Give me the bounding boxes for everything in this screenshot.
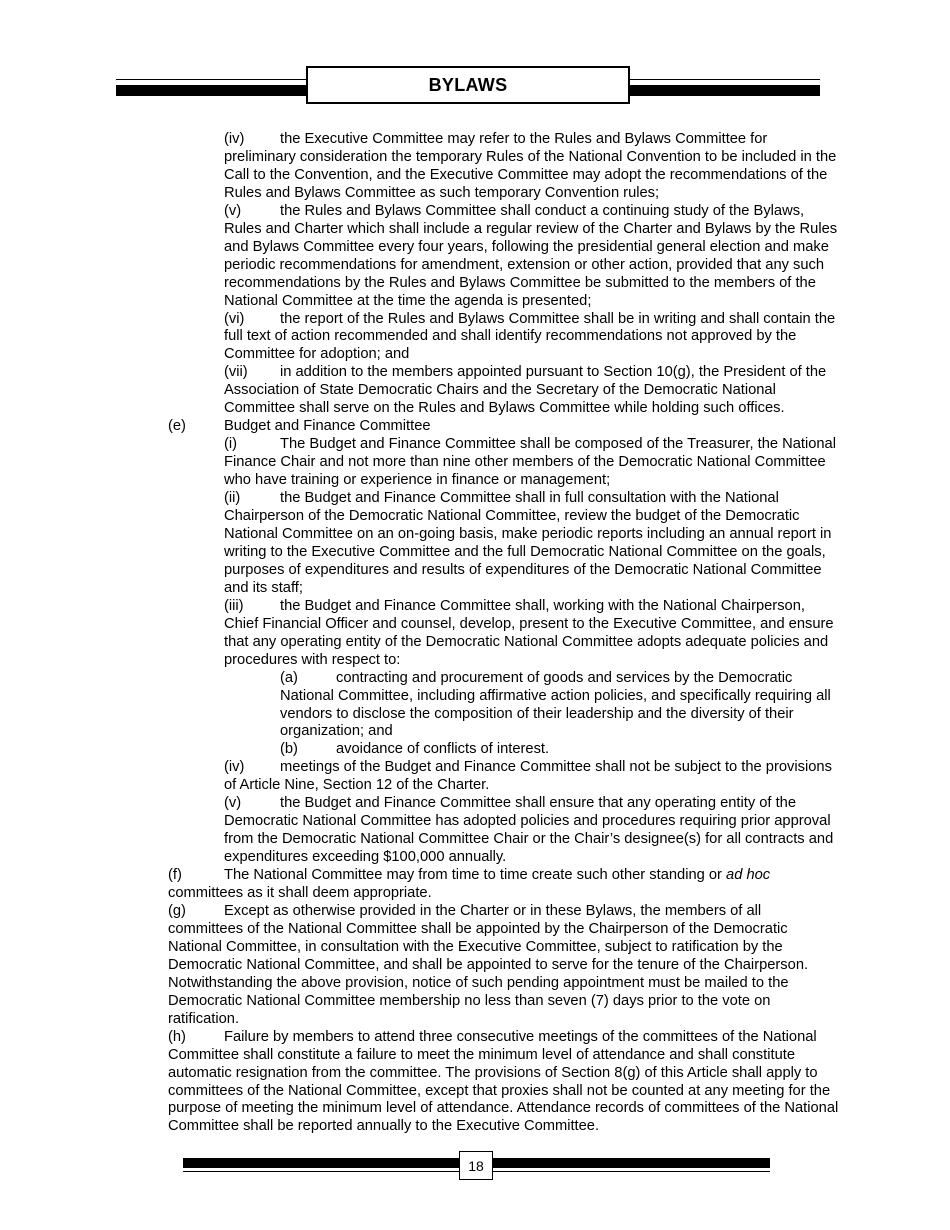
item-text: The National Committee may from time to time create such other standing or xyxy=(224,867,727,884)
item-text: avoidance of conflicts of interest. xyxy=(336,741,550,758)
item-label: (h) xyxy=(168,1028,186,1045)
item-text-italic: ad hoc xyxy=(726,867,771,884)
item-label: (e) xyxy=(168,418,186,435)
section-heading-e xyxy=(112,418,840,436)
item-text: the Budget and Finance Committee shall in full consultation with the National Chairperson of the Democratic National Committee, review the budget of the Democratic National Committee on an on-going basis, make periodic reports including an annual report in writing to the Executive Committee and the full Democratic National Committee on the goals, purposes of expenditures and results of expenditures of the Democratic National Committee and its staff; xyxy=(224,490,832,596)
header-rule-thick-left xyxy=(116,85,308,96)
paragraph-e-iii xyxy=(112,598,840,670)
footer-rule-thick-right xyxy=(492,1158,770,1168)
paragraph-d-iv xyxy=(112,131,840,203)
paragraph-e-v xyxy=(112,795,840,867)
item-label: (v) xyxy=(224,202,242,219)
item-label: (iv) xyxy=(224,131,245,147)
item-text: the Budget and Finance Committee shall ensure that any operating entity of the Democratic National Committee has adopted policies and procedures requiring prior approval from the Democratic National Committee Chair or the Chair’s designee(s) for all contracts and expenditures exceeding $100,000 annually. xyxy=(224,795,834,866)
header-rule-thin-right xyxy=(629,79,820,80)
item-text: the Budget and Finance Committee shall, working with the National Chairperson, Chief Financial Officer and counsel, develop, present to the Executive Committee, and ensure that any operating entity of the Democratic National Committee adopts adequate policies and procedures with respect to: xyxy=(224,597,834,668)
item-label: (vii) xyxy=(224,364,248,381)
item-text: committees as it shall deem appropriate. xyxy=(168,885,432,902)
item-label: (ii) xyxy=(224,490,241,507)
header-rule-thin-left xyxy=(116,79,308,80)
item-text: the report of the Rules and Bylaws Committee shall be in writing and shall contain the full text of action recommended and shall identify recommendations not approved by the Committee for adoption; and xyxy=(224,310,836,363)
footer-rule-thick-left xyxy=(183,1158,460,1168)
paragraph-e-iii-b xyxy=(112,741,840,759)
item-label: (g) xyxy=(168,902,186,919)
paragraph-e-iv xyxy=(112,759,840,795)
item-label: (f) xyxy=(168,867,182,884)
header-rule-thick-right xyxy=(629,85,820,96)
item-text: in addition to the members appointed pursuant to Section 10(g), the President of the Association of State Democratic Chairs and the Secretary of the Democratic National Committee shall serve on the Rules and Bylaws Committee while holding such offices. xyxy=(224,364,827,417)
item-label: (v) xyxy=(224,795,242,812)
paragraph-d-vi xyxy=(112,311,840,365)
page-number: 18 xyxy=(459,1151,493,1180)
item-label: (iii) xyxy=(224,597,244,614)
item-text: The Budget and Finance Committee shall be composed of the Treasurer, the National Finance Chair and not more than nine other members of the Democratic National Committee who have training or experience in finance or management; xyxy=(224,436,836,489)
footer-rule-thin-left xyxy=(183,1171,460,1172)
item-text: contracting and procurement of goods and services by the Democratic National Committee, including affirmative action policies, and specifically requiring all vendors to disclose the composition of their leadership and the diversity of their organization; and xyxy=(280,669,831,740)
item-label: (b) xyxy=(280,741,298,758)
paragraph-d-vii xyxy=(112,364,840,418)
item-label: (i) xyxy=(224,436,238,453)
paragraph-e-ii xyxy=(112,490,840,598)
paragraph-f xyxy=(112,867,840,903)
footer-rule-thin-right xyxy=(492,1171,770,1172)
paragraph-h xyxy=(112,1029,840,1137)
paragraph-d-v xyxy=(112,203,840,311)
paragraph-g xyxy=(112,903,840,1029)
paragraph-e-i xyxy=(112,436,840,490)
item-text: the Executive Committee may refer to the Rules and Bylaws Committee for preliminary consideration the temporary Rules of the National Convention to be included in the Call to the Convention, and the Executive Committee may adopt the recommendations of the Rules and Bylaws Committee as such temporary Convention rules; xyxy=(224,131,837,201)
paragraph-e-iii-a xyxy=(112,670,840,742)
document-body xyxy=(112,131,840,1136)
item-text: meetings of the Budget and Finance Committee shall not be subject to the provisions of Article Nine, Section 12 of the Charter. xyxy=(224,759,832,794)
item-label: (vi) xyxy=(224,310,245,327)
item-text: Failure by members to attend three consecutive meetings of the committees of the National Committee shall constitute a failure to meet the minimum level of attendance and shall constitute automatic resignation from the committee. The provisions of Section 8(g) of this Article shall apply to committees of the National Committee, except that proxies shall not be counted at any meeting for the purpose of meeting the minimum level of attendance. Attendance records of committees of the National Committee shall be reported annually to the Executive Committee. xyxy=(168,1028,839,1135)
page-title: BYLAWS xyxy=(306,66,630,104)
item-label: (iv) xyxy=(224,759,245,776)
item-text: Except as otherwise provided in the Charter or in these Bylaws, the members of all committees of the National Committee shall be appointed by the Chairperson of the Democratic National Committee, in consultation with the Executive Committee, subject to ratification by the Democratic National Committee, and shall be appointed to serve for the tenure of the Chairperson. Notwithstanding the above provision, notice of such pending appointment must be mailed to the Democratic National Committee membership no less than seven (7) days prior to the vote on ratification. xyxy=(168,902,809,1027)
item-text: the Rules and Bylaws Committee shall conduct a continuing study of the Bylaws, Rules and Charter which shall include a regular review of the Charter and Bylaws by the Rules and Bylaws Committee every four years, following the presidential general election and make periodic recommendations for amendment, extension or other action, provided that any such recommendations by the Rules and Bylaws Committee be submitted to the members of the National Committee at the time the agenda is presented; xyxy=(224,202,838,309)
item-label: (a) xyxy=(280,669,298,686)
item-text: Budget and Finance Committee xyxy=(224,418,431,435)
